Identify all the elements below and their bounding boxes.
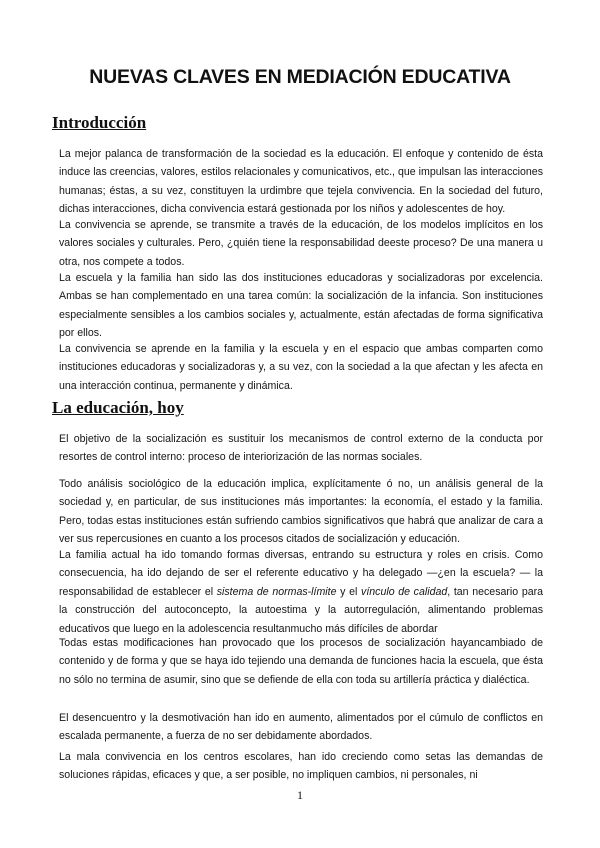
paragraph: Todas estas modificaciones han provocado que los procesos de socialización hayancambiado de contenido y de forma y que se haya ido tejiendo una demanda de funciones hacia la escuela, que ésta no sólo no termina de asumir, sino que se defiende de ella con toda su artillería práctica y dialéctica. xyxy=(59,637,543,686)
document-title: NUEVAS CLAVES EN MEDIACIÓN EDUCATIVA xyxy=(89,66,511,88)
paragraph: El desencuentro y la desmotivación han ido en aumento, alimentados por el cúmulo de conflictos en escalada permanente, a fuerza de no ser debidamente abordados. xyxy=(59,712,543,743)
paragraph-text: y el xyxy=(336,585,362,598)
italic-term: vínculo de calidad xyxy=(361,585,448,598)
section-heading-introduccion: Introducción xyxy=(52,113,147,132)
page-number: 1 xyxy=(297,788,303,802)
paragraph-with-italics xyxy=(59,546,543,638)
paragraph-text: La familia actual ha ido tomando formas diversas, entrando su estructura y roles en crisis. Como consecuencia, ha ido dejando de ser el referente educativo y ha delegado —¿en la escuela? — la responsabilidad de establecer el xyxy=(59,549,543,598)
paragraph: La mejor palanca de transformación de la sociedad es la educación. El enfoque y contenido de ésta induce las creencias, valores, estilos relacionales y comunicativos, etc., que impulsan las interacciones humanas; éstas, a su vez, constituyen la urdimbre que tejela convivencia. En la sociedad del futuro, dichas interacciones, dicha convivencia estará gestionada por los niños y adolescentes de hoy. xyxy=(59,148,543,216)
paragraph: La convivencia se aprende en la familia y la escuela y en el espacio que ambas comparten como instituciones educadoras y socializadoras y, a su vez, con la sociedad a la que afectan y les afecta en una interacción continua, permanente y dinámica. xyxy=(59,343,543,392)
paragraph: Todo análisis sociológico de la educación implica, explícitamente ó no, un análisis general de la sociedad y, en particular, de sus instituciones más importantes: la economía, el estado y la familia. Pero, todas estas instituciones están sufriendo cambios significativos que habrá que analizar de cara a ver sus repercusiones en cuanto a los procesos citados de socialización y educación. xyxy=(59,478,543,546)
paragraph: La convivencia se aprende, se transmite a través de la educación, de los modelos implícitos en los valores sociales y culturales. Pero, ¿quién tiene la responsabilidad deeste proceso? De una manera u otra, nos compete a todos. xyxy=(59,219,543,268)
paragraph: La mala convivencia en los centros escolares, han ido creciendo como setas las demandas de soluciones rápidas, eficaces y que, a ser posible, no impliquen cambios, ni personales, ni xyxy=(59,751,543,782)
italic-term: sistema de normas-límite xyxy=(216,585,337,598)
section-heading-la-educacion-hoy: La educación, hoy xyxy=(52,398,184,417)
paragraph: El objetivo de la socialización es sustituir los mecanismos de control externo de la conducta por resortes de control interno: proceso de interiorización de las normas sociales. xyxy=(59,433,543,464)
paragraph-text: , tan necesario para la construcción del autoconcepto, la autoestima y la autorregulación, alimentando problemas educativos que luego en la adolescencia resultanmucho más difíciles de abordar xyxy=(59,585,544,635)
paragraph: La escuela y la familia han sido las dos instituciones educadoras y socializadoras por excelencia. Ambas se han complementado en una tarea común: la socialización de la infancia. Son instituciones especialmente sensibles a los cambios sociales y, actualmente, están afectadas de forma significativa por ellos. xyxy=(59,272,543,340)
